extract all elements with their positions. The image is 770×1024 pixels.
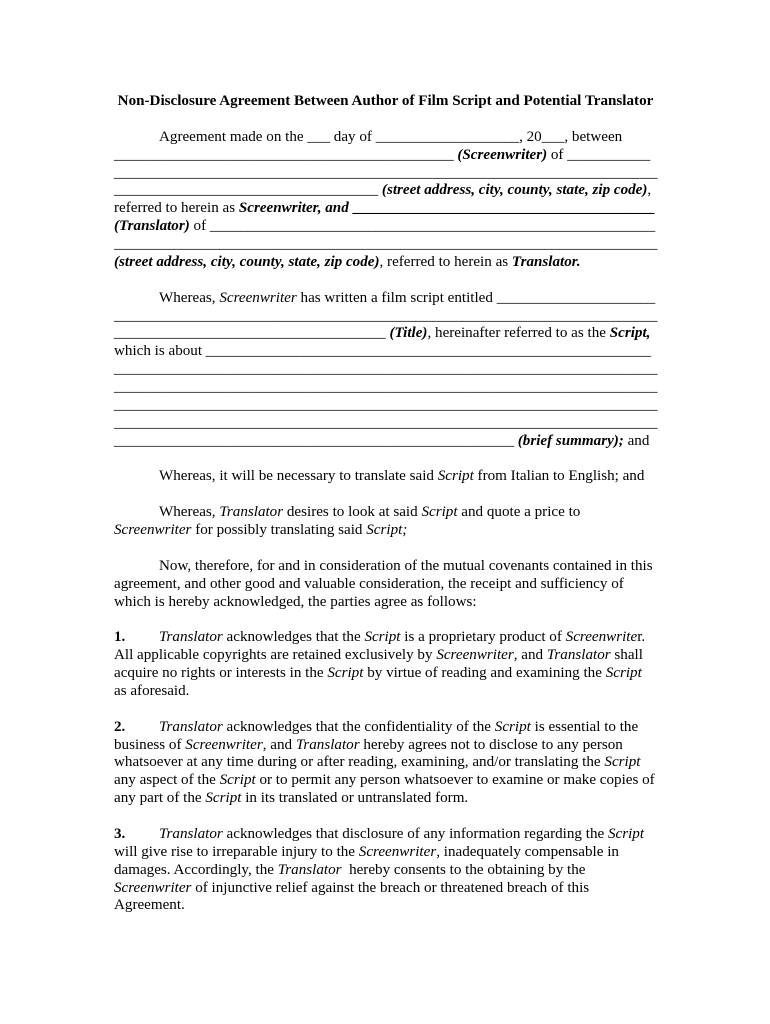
text-line <box>114 343 657 361</box>
recital-text: desires to look at said <box>283 504 422 521</box>
body-text: by virtue of reading and examining the <box>363 665 606 681</box>
text-line <box>114 737 657 755</box>
punctuation: , <box>647 182 652 199</box>
translator-name-blank: ________________________________________ <box>352 200 655 217</box>
text-line <box>114 576 657 594</box>
consideration-paragraph <box>114 558 657 612</box>
body-text: acquire no rights or interests in the <box>114 665 328 681</box>
script-term: Script <box>494 718 531 735</box>
body-text: is essential to the <box>530 718 639 735</box>
text-line <box>114 897 657 915</box>
screenwriter-address-blank: of ___________ <box>547 146 651 163</box>
clause-3 <box>114 826 657 915</box>
text-line <box>114 236 657 254</box>
script-term: Script <box>364 629 401 646</box>
script-defined-term: Script, <box>609 325 651 342</box>
translator-address-blank: of ___________________________________________________________ <box>189 218 656 235</box>
translator-defined-term: Translator. <box>511 253 581 270</box>
script-term: Script <box>607 825 645 842</box>
recital-text: Whereas, it will be necessary to translate said <box>159 468 438 485</box>
address-format-label: (street address, city, county, state, zip code) <box>381 182 648 199</box>
text-line <box>114 325 657 343</box>
screenwriter-term: Screenwrite <box>565 629 638 646</box>
text-line <box>114 165 657 183</box>
summary-blank: ________________________________________________________________________ <box>114 361 658 378</box>
summary-blank: ________________________________________________________________________ <box>114 414 658 431</box>
recital-text: for possibly translating said <box>191 522 367 538</box>
parties-paragraph <box>114 129 657 272</box>
document-body <box>114 93 657 915</box>
screenwriter-party-label: (Screenwriter) <box>457 146 548 163</box>
screenwriter-term: Screenwriter <box>436 647 514 664</box>
body-text: or to permit any person whatsoever to examine or make copies of <box>255 772 655 789</box>
body-text: acknowledges that the <box>222 629 365 646</box>
body-text: as aforesaid. <box>114 682 190 699</box>
text-line <box>114 683 657 701</box>
text-line <box>114 880 657 898</box>
text-line <box>114 397 657 415</box>
body-text: acknowledges that the confidentiality of the <box>222 718 495 735</box>
recital-text: Whereas, <box>159 504 220 521</box>
text-line <box>114 361 657 379</box>
recital-text: from Italian to English; and <box>473 468 645 485</box>
body-text: is a proprietary product of <box>400 629 566 646</box>
body-text: hereby consents to the obtaining by the <box>341 861 586 878</box>
text-line <box>114 200 657 218</box>
text-line <box>114 772 657 790</box>
script-term: Script <box>327 665 364 681</box>
text-line <box>114 218 657 236</box>
clause-2 <box>114 719 657 808</box>
screenwriter-term: Screenwriter <box>185 736 263 753</box>
translator-term: Translator <box>219 504 284 521</box>
screenwriter-term: Screenwriter <box>114 522 192 538</box>
clause-1 <box>114 629 657 701</box>
script-title-blank: ____________________________________ <box>114 325 390 342</box>
body-text: , inadequately compensable in <box>436 843 619 860</box>
screenwriter-name-blank: _____________________________________________ <box>114 146 458 163</box>
body-text: , and <box>513 647 547 664</box>
text-line <box>114 379 657 397</box>
reference-text: referred to herein as <box>114 200 239 217</box>
text-line <box>114 629 657 647</box>
body-text: Agreement. <box>114 897 185 914</box>
recital-text: and quote a price to <box>457 504 581 521</box>
recital-text: and <box>623 432 650 449</box>
recital-text: Whereas, <box>159 289 220 306</box>
document-title: Non-Disclosure Agreement Between Author of Film Script and Potential Translator <box>117 93 654 109</box>
summary-blank: _____________________________________________________ <box>114 432 518 449</box>
script-term: Script <box>421 504 458 521</box>
body-text: any aspect of the <box>114 772 220 789</box>
script-title-blank: ________________________________________________________________________ <box>114 307 658 324</box>
summary-blank: ________________________________________________________________________ <box>114 396 658 413</box>
text-line <box>114 254 657 272</box>
screenwriter-address-blank: ________________________________________________________________________ <box>114 164 658 181</box>
body-text: whatsoever at any time during or after reading, examining, and/or translating the <box>114 754 605 771</box>
text-line <box>114 719 657 737</box>
text-line <box>114 826 657 844</box>
screenwriter-term: Screenwriter <box>114 879 192 896</box>
text-line <box>114 415 657 433</box>
script-term: Script <box>205 790 242 807</box>
text-line <box>114 844 657 862</box>
text-line <box>114 647 657 665</box>
body-text: in its translated or untranslated form. <box>241 790 469 807</box>
translator-term: Translator <box>277 861 342 878</box>
body-text: acknowledges that disclosure of any information regarding the <box>222 825 608 842</box>
body-text: r. <box>637 629 646 646</box>
text-line <box>114 862 657 880</box>
text-line <box>114 129 657 147</box>
text-line <box>114 308 657 326</box>
script-title-blank: has written a film script entitled _____________________ <box>296 289 656 306</box>
translator-party-label: (Translator) <box>114 218 190 235</box>
body-text: , and <box>262 736 296 753</box>
screenwriter-address-blank: ___________________________________ <box>114 182 382 199</box>
text-line <box>114 433 657 451</box>
script-term: Script <box>605 665 642 681</box>
recital-text: , hereinafter referred to as the <box>427 325 610 342</box>
title-label: (Title) <box>389 325 428 342</box>
summary-blank: ________________________________________________________________________ <box>114 379 658 395</box>
script-term: Script <box>437 468 474 485</box>
script-recital-paragraph <box>114 290 657 451</box>
text-line <box>114 504 657 522</box>
body-text: damages. Accordingly, the <box>114 861 278 878</box>
body-text: of injunctive relief against the breach or threatened breach of this <box>191 879 590 896</box>
text-line <box>114 468 657 486</box>
body-text: which is hereby acknowledged, the parties agree as follows: <box>114 593 477 610</box>
translator-term: Translator <box>159 629 223 646</box>
translation-recital-paragraph <box>114 468 657 486</box>
text-line <box>114 147 657 165</box>
text-line <box>114 182 657 200</box>
body-text: hereby agrees not to disclose to any person <box>359 736 623 753</box>
body-text: All applicable copyrights are retained exclusively by <box>114 647 437 664</box>
body-text: shall <box>610 647 643 664</box>
text-line <box>114 754 657 772</box>
translator-address-blank: ________________________________________________________________________ <box>114 236 658 252</box>
screenwriter-term: Screenwriter <box>219 289 297 306</box>
clause-number: 2. <box>114 718 126 735</box>
text-line <box>114 594 657 612</box>
screenwriter-term: Screenwriter <box>358 843 437 860</box>
text-line <box>114 558 657 576</box>
brief-summary-label: (brief summary); <box>517 432 624 449</box>
body-text: business of <box>114 736 186 753</box>
body-text: agreement, and other good and valuable consideration, the receipt and sufficiency of <box>114 575 624 592</box>
text-line <box>114 522 657 540</box>
text-line <box>114 665 657 683</box>
body-text: any part of the <box>114 790 206 807</box>
script-term: Script; <box>366 522 408 538</box>
quote-recital-paragraph <box>114 504 657 540</box>
translator-term: Translator <box>295 736 360 753</box>
script-term: Script <box>604 754 641 771</box>
translator-term: Translator <box>546 647 611 664</box>
translator-term: Translator <box>159 718 223 735</box>
screenwriter-defined-term: Screenwriter, and <box>238 200 353 217</box>
body-text: will give rise to irreparable injury to the <box>114 843 359 860</box>
reference-text: , referred to herein as <box>379 253 512 270</box>
script-term: Script <box>219 772 256 789</box>
agreement-date-text: Agreement made on the ___ day of ___________________, 20___, between <box>159 128 623 145</box>
clause-number: 3. <box>114 825 126 842</box>
clause-number: 1. <box>114 629 126 646</box>
body-text: Now, therefore, for and in consideration of the mutual covenants contained in this <box>159 557 653 574</box>
text-line <box>114 790 657 808</box>
translator-term: Translator <box>159 825 223 842</box>
summary-blank: which is about ___________________________________________________________ <box>114 343 652 360</box>
address-format-label: (street address, city, county, state, zip code) <box>114 253 380 270</box>
text-line <box>114 290 657 308</box>
